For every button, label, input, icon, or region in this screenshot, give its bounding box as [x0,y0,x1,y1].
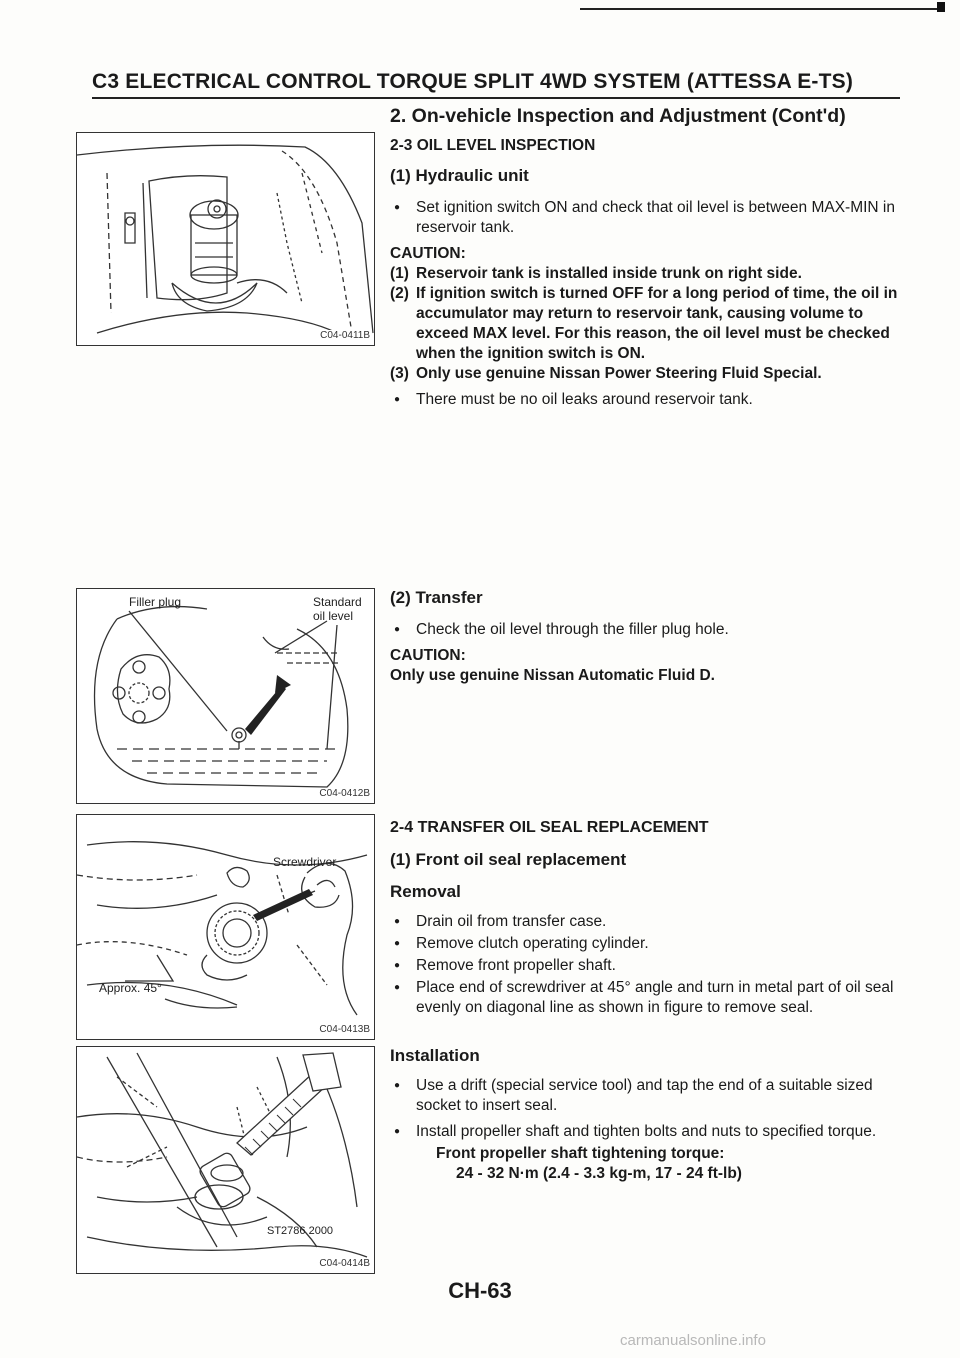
screwdriver-label: Screwdriver [273,855,337,869]
oil-level-heading: 2-3 OIL LEVEL INSPECTION [390,137,596,154]
transfer-caution-label: CAUTION: [390,647,466,664]
installation-section [390,1046,910,1184]
front-seal-title: (1) Front oil seal replacement [390,850,627,869]
page-number: CH-63 [448,1278,512,1303]
standard-label: Standard [313,595,362,609]
watermark: carmanualsonline.info [620,1332,766,1349]
installation-bullet-1: ● Use a drift (special service tool) and tap the end of a suitable sized socket to insert seal. [390,1076,910,1116]
removal-bullet-2: ● Remove clutch operating cylinder. [390,934,910,954]
special-tool-label: ST2786 2000 [267,1225,334,1237]
figure-4-code: C04-0414B [319,1258,370,1269]
transfer-caution-text: Only use genuine Nissan Automatic Fluid D. [390,667,715,684]
caution-item-1: (1) Reservoir tank is installed inside trunk on right side. [390,265,802,282]
seal-replacement-section [390,818,910,1024]
seal-installation-drawing [77,1047,374,1273]
removal-bullet-4: ● Place end of screwdriver at 45° angle and turn in metal part of oil seal evenly on diagonal line as shown in figure to remove seal. [390,978,910,1018]
top-rule-marker [937,2,945,12]
page-header: C3 ELECTRICAL CONTROL TORQUE SPLIT 4WD SYSTEM (ATTESSA E-TS) [92,70,900,99]
figure-3-code: C04-0413B [319,1024,370,1035]
torque-value: 24 - 32 N·m (2.4 - 3.3 kg-m, 17 - 24 ft-lb) [456,1165,742,1182]
removal-bullet-3: ● Remove front propeller shaft. [390,956,910,976]
oil-level-label: oil level [313,609,354,623]
figure-seal-installation [76,1046,375,1274]
figure-1-code: C04-0411B [320,330,370,341]
hydraulic-unit-title: (1) Hydraulic unit [390,166,529,185]
caution-item-3: (3) Only use genuine Nissan Power Steering Fluid Special. [390,365,822,382]
figure-transfer-filler [76,588,375,804]
transfer-title: (2) Transfer [390,588,483,607]
hydraulic-bullet-2: ● There must be no oil leaks around reservoir tank. [390,390,910,410]
figure-reservoir-tank [76,132,375,346]
figure-2-code: C04-0412B [319,788,370,799]
approx-angle-label: Approx. 45° [99,981,162,995]
figure-seal-removal [76,814,375,1040]
filler-plug-label: Filler plug [129,595,182,609]
transfer-section [390,588,910,686]
section-title: 2. On-vehicle Inspection and Adjustment (Cont'd) [390,105,846,127]
hydraulic-caution-label: CAUTION: [390,245,466,262]
removal-bullet-1: ● Drain oil from transfer case. [390,912,910,932]
installation-bullet-2: ● Install propeller shaft and tighten bolts and nuts to specified torque. [390,1122,910,1142]
removal-title: Removal [390,882,461,901]
torque-label: Front propeller shaft tightening torque: [436,1145,725,1162]
seal-removal-drawing [77,815,374,1039]
top-rule [580,8,940,10]
transfer-bullet-1: ● Check the oil level through the filler plug hole. [390,620,910,640]
caution-item-2: (2) If ignition switch is turned OFF for a long period of time, the oil in accumulator may return to reservoir tank, causing volume to exceed MAX level. For this reason, the oil level must be checked when the ignition switch is ON. [390,285,898,362]
installation-title: Installation [390,1046,480,1065]
seal-heading: 2-4 TRANSFER OIL SEAL REPLACEMENT [390,819,709,836]
hydraulic-bullet-1: ● Set ignition switch ON and check that oil level is between MAX-MIN in reservoir tank. [390,198,910,238]
oil-level-section [390,106,910,416]
reservoir-tank-drawing [77,133,374,345]
